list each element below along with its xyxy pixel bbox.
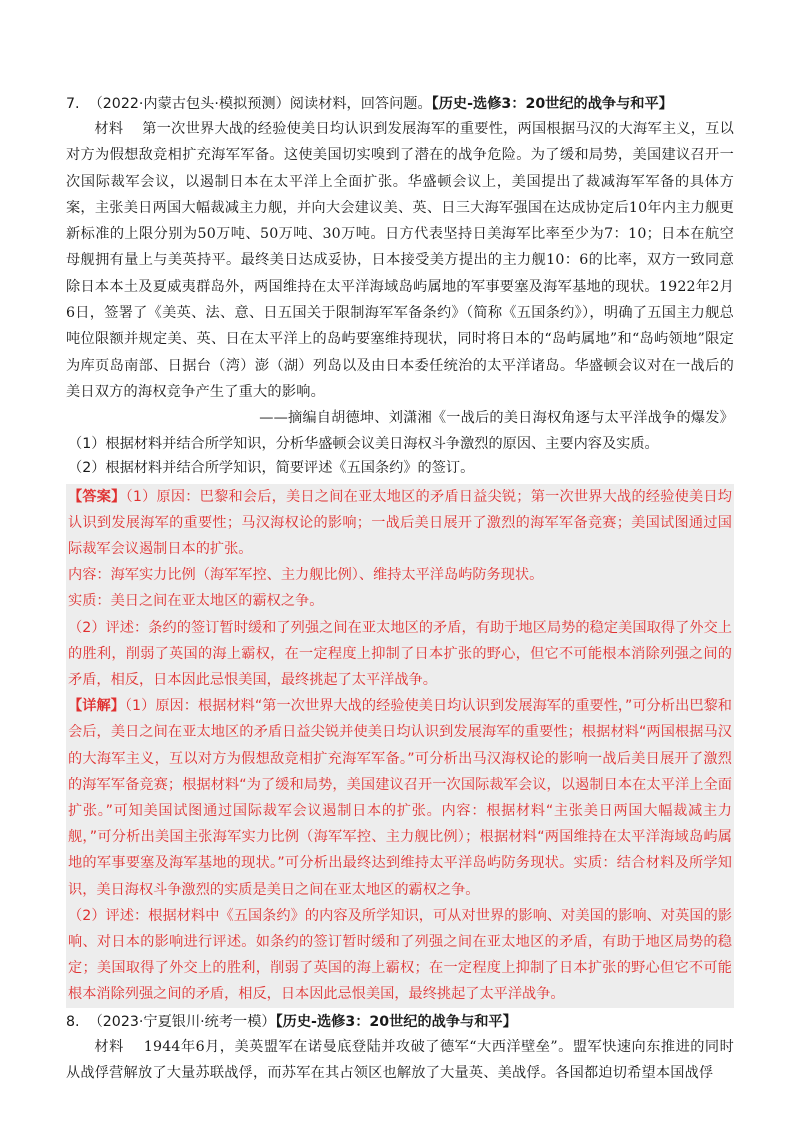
question-7-header	[66, 92, 734, 116]
question-7-source: （2022·内蒙古包头·模拟预测）阅读材料，回答问题。	[88, 96, 432, 112]
question-8-number: 8.	[66, 1013, 80, 1030]
answer-reason: 【答案】（1）原因：巴黎和会后，美日之间在亚太地区的矛盾日益尖锐；第一次世界大战的经验使美日均认识到发展海军的重要性；马汉海权论的影响；一战后美日展开了激烈的海军军备竞赛；美国试图通过国际裁军会议遏制日本的扩张。	[68, 488, 732, 557]
answer-block	[66, 484, 734, 1008]
question-7-material	[66, 116, 734, 405]
question-7-tag: 【历史-选修3：20世纪的战争与和平】	[431, 96, 673, 112]
document-content	[66, 92, 734, 1086]
answer-content: 内容：海军实力比例（海军军控、主力舰比例）、维持太平洋岛屿防务现状。	[68, 567, 544, 584]
question-7-part-1: （1）根据材料并结合所学知识，分析华盛顿会议美日海权斗争激烈的原因、主要内容及实质。	[68, 435, 659, 452]
detail-part-1: 【详解】（1）原因：根据材料“第一次世界大战的经验使美日均认识到发展海军的重要性，”可分析出巴黎和会后，美日之间在亚太地区的矛盾日益尖锐并使美日均认识到发展海军的重要性；根据材料“两国根据马汉的大海军主义，互以对方为假想敌竞相扩充海军军备。”可分析出马汉海权论的影响一战后美日展开了激烈的海军军备竞赛；根据材料“为了缓和局势，美国建议召开一次国际裁军会议，以遏制日本在太平洋上全面扩张。”可知美国试图通过国际裁军会议遏制日本的扩张。内容：根据材料“主张美日两国大幅裁减主力舰，”可分析出美国主张海军实力比例（海军军控、主力舰比例）；根据材料“两国维持在太平洋海域岛屿属地的军事要塞及海军基地的现状。”可分析出最终达到维持太平洋岛屿防务现状。实质：结合材料及所学知识，美日海权斗争激烈的实质是美日之间在亚太地区的霸权之争。	[68, 698, 732, 898]
material-text: 第一次世界大战的经验使美日均认识到发展海军的重要性，两国根据马汉的大海军主义，互以对方为假想敌竞相扩充海军军备。这使美国切实嗅到了潜在的战争危险。为了缓和局势，美国建议召开一次国际裁军会议，以遏制日本在太平洋上全面扩张。华盛顿会议上，美国提出了裁减海军军备的具体方案，主张美日两国大幅裁减主力舰，并向大会建议美、英、日三大海军强国在达成协定后10年内主力舰更新标准的上限分别为50万吨、50万吨、30万吨。日方代表坚持日美海军比率至少为7：10；日本在航空母舰拥有量上与美英持平。最终美日达成妥协，日本接受美方提出的主力舰10：6的比率，双方一致同意除日本本土及夏威夷群岛外，两国维持在太平洋海域岛屿属地的军事要塞及海军基地的现状。1922年2月6日，签署了《美英、法、意、日五国关于限制海军军备条约》（简称《五国条约》），明确了五国主力舰总吨位限额并规定美、英、日在太平洋上的岛屿要塞维持现状，同时将日本的“岛屿属地”和“岛屿领地”限定为库页岛南部、日据台（湾）澎（湖）列岛以及由日本委任统治的太平洋诸岛。华盛顿会议对在一战后的美日双方的海权竞争产生了重大的影响。	[66, 121, 735, 400]
answer-essence: 实质：美日之间在亚太地区的霸权之争。	[68, 593, 324, 610]
question-7-part-2: （2）根据材料并结合所学知识，简要评述《五国条约》的签订。	[68, 459, 475, 476]
question-8-source: （2023·宁夏银川·统考一模）	[88, 1013, 276, 1030]
detail-part-2: （2）评述：根据材料中《五国条约》的内容及所学知识，可从对世界的影响、对美国的影响、对英国的影响、对日本的影响进行评述。如条约的签订暂时缓和了列强之间在亚太地区的矛盾，有助于地区局势的稳定；美国取得了外交上的胜利，削弱了英国的海上霸权；在一定程度上抑制了日本扩张的野心但它不可能根本消除列强之间的矛盾，相反，日本因此忌恨美国，最终挑起了太平洋战争。	[68, 907, 732, 1003]
question-8-material	[66, 1034, 734, 1087]
answer-part-2: （2）评述：条约的签订暂时缓和了列强之间在亚太地区的矛盾，有助于地区局势的稳定美国取得了外交上的胜利，削弱了英国的海上霸权，在一定程度上抑制了日本扩张的野心，但它不可能根本消除列强之间的矛盾，相反，日本因此忌恨美国，最终挑起了太平洋战争。	[68, 619, 732, 688]
answer-tag: 【答案】	[68, 488, 126, 505]
detail-tag: 【详解】	[68, 698, 125, 715]
material-label: 材料	[94, 121, 124, 137]
material-source: ——摘编自胡德坤、刘潇湘《一战后的美日海权角逐与太平洋战争的爆发》	[259, 410, 734, 427]
question-7-number: 7.	[66, 96, 80, 112]
material-label: 材料	[94, 1038, 124, 1055]
question-8-tag: 【历史-选修3：20世纪的战争与和平】	[275, 1013, 517, 1030]
material-text: 1944年6月，美英盟军在诺曼底登陆并攻破了德军“大西洋壁垒”。盟军快速向东推进的同时从战俘营解放了大量苏联战俘，而苏军在其占领区也解放了大量英、美战俘。各国都迫切希望本国战俘	[66, 1038, 734, 1081]
question-8-header	[66, 1010, 734, 1034]
